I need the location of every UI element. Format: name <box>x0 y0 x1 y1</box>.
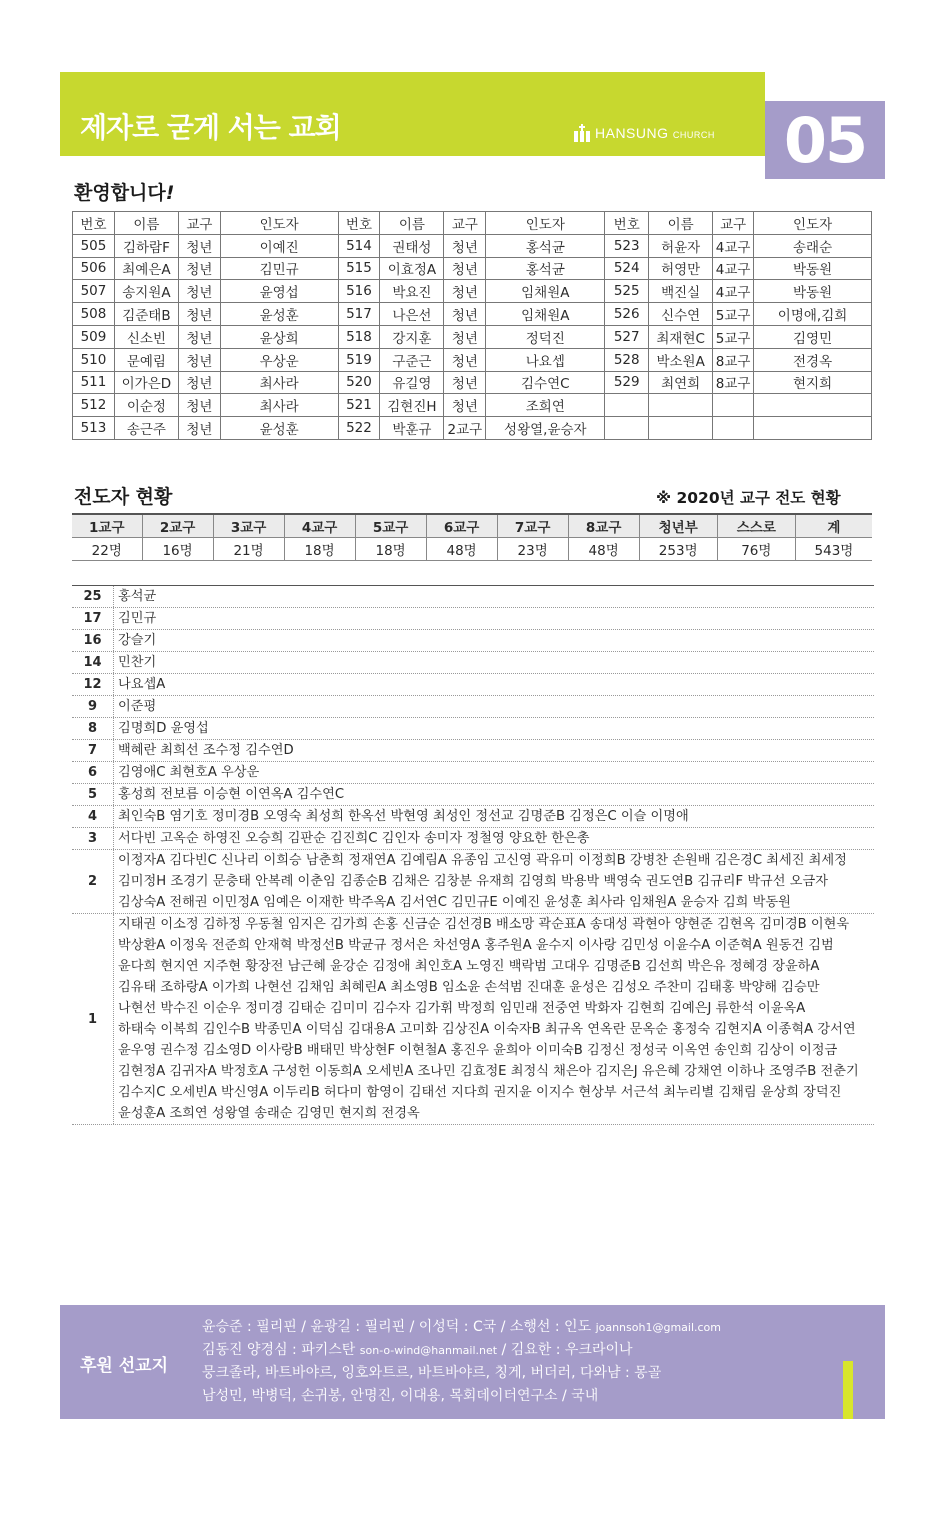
welcome-cell: 윤영섭 <box>220 280 338 303</box>
welcome-cell: 송근주 <box>114 417 178 440</box>
welcome-cell: 현지희 <box>754 371 872 394</box>
count-row <box>72 914 874 1125</box>
page-title: 제자로 굳게 서는 교회 <box>80 111 341 144</box>
count-names: 서다빈 고옥순 하영진 오승희 김판순 김진희C 김인자 송미자 정철영 양요한 한은총 <box>118 831 590 846</box>
welcome-column-header: 이름 <box>380 212 444 235</box>
welcome-cell: 김민규 <box>220 257 338 280</box>
count-number: 6 <box>72 762 114 783</box>
welcome-column-header: 인도자 <box>220 212 338 235</box>
welcome-cell: 5교구 <box>713 325 754 348</box>
welcome-column-header: 인도자 <box>754 212 872 235</box>
welcome-cell: 청년 <box>444 257 486 280</box>
welcome-cell: 박훈규 <box>380 417 444 440</box>
welcome-cell: 511 <box>73 371 115 394</box>
evangelism-header-cell: 4교구 <box>284 514 355 537</box>
welcome-row <box>73 417 872 440</box>
welcome-cell: 524 <box>605 257 649 280</box>
welcome-title: 환영합니다! <box>74 182 175 204</box>
welcome-cell: 4교구 <box>713 234 754 257</box>
welcome-cell: 506 <box>73 257 115 280</box>
count-number: 1 <box>72 914 114 1124</box>
welcome-cell: 청년 <box>444 348 486 371</box>
welcome-cell: 문예림 <box>114 348 178 371</box>
evangelism-table <box>72 513 872 561</box>
count-names: 나요셉A <box>118 677 166 692</box>
welcome-cell: 521 <box>338 394 380 417</box>
count-number: 3 <box>72 828 114 849</box>
accent-bar <box>843 1361 853 1419</box>
welcome-table <box>72 211 872 440</box>
welcome-cell: 최연희 <box>649 371 713 394</box>
welcome-cell <box>713 394 754 417</box>
welcome-cell: 청년 <box>178 325 220 348</box>
welcome-cell: 512 <box>73 394 115 417</box>
missionary-email-1[interactable]: joannsoh1@gmail.com <box>595 1321 722 1334</box>
count-number: 17 <box>72 608 114 629</box>
count-number: 9 <box>72 696 114 717</box>
evangelism-subtitle: ※ 2020년 교구 전도 현황 <box>656 489 841 507</box>
welcome-cell: 청년 <box>178 303 220 326</box>
welcome-cell: 박동원 <box>754 257 872 280</box>
welcome-header-row <box>73 212 872 235</box>
welcome-cell: 청년 <box>444 303 486 326</box>
count-row <box>72 630 874 652</box>
welcome-cell: 516 <box>338 280 380 303</box>
welcome-cell: 517 <box>338 303 380 326</box>
evangelism-value-row <box>72 537 872 560</box>
count-number: 16 <box>72 630 114 651</box>
welcome-column-header: 교구 <box>444 212 486 235</box>
count-number: 25 <box>72 586 114 607</box>
welcome-cell: 507 <box>73 280 115 303</box>
page-number: 05 <box>783 103 867 177</box>
church-brand <box>574 124 715 142</box>
welcome-cell: 청년 <box>178 280 220 303</box>
missionary-line-2: 김동진 양경심 : 파키스탄 son-o-wind@hanmail.net / 김요한 : 우크라이나 <box>202 1342 633 1358</box>
welcome-cell: 청년 <box>444 280 486 303</box>
welcome-cell: 강지훈 <box>380 325 444 348</box>
evangelism-value-cell: 21명 <box>213 537 284 560</box>
welcome-cell: 박동원 <box>754 280 872 303</box>
evangelism-value-cell: 76명 <box>717 537 795 560</box>
count-number: 5 <box>72 784 114 805</box>
evangelism-header-cell: 2교구 <box>142 514 213 537</box>
welcome-cell: 527 <box>605 325 649 348</box>
count-names: 이준평 <box>118 699 157 714</box>
count-names: 홍성희 전보름 이승현 이연옥A 김수연C <box>118 787 345 802</box>
count-row <box>72 850 874 914</box>
welcome-row <box>73 280 872 303</box>
welcome-cell: 홍석균 <box>486 257 605 280</box>
welcome-cell: 김수연C <box>486 371 605 394</box>
welcome-cell: 나은선 <box>380 303 444 326</box>
evangelism-value-cell: 48명 <box>568 537 639 560</box>
evangelism-header-cell: 3교구 <box>213 514 284 537</box>
evangelism-header-cell: 8교구 <box>568 514 639 537</box>
count-number: 4 <box>72 806 114 827</box>
missionary-label: 후원 선교지 <box>80 1356 169 1376</box>
welcome-cell: 515 <box>338 257 380 280</box>
welcome-cell: 김현진H <box>380 394 444 417</box>
welcome-cell: 윤성훈 <box>220 417 338 440</box>
welcome-cell: 8교구 <box>713 348 754 371</box>
welcome-column-header: 번호 <box>73 212 115 235</box>
welcome-cell <box>605 394 649 417</box>
welcome-cell: 8교구 <box>713 371 754 394</box>
count-number: 2 <box>72 850 114 913</box>
welcome-row <box>73 371 872 394</box>
missionary-line-1: 윤승준 : 필리핀 / 윤광길 : 필리핀 / 이성덕 : C국 / 소행선 : 인도 joannsoh1@gmail.com <box>202 1319 722 1335</box>
welcome-cell: 청년 <box>178 394 220 417</box>
evangelism-header-cell: 계 <box>795 514 872 537</box>
count-row <box>72 586 874 608</box>
welcome-column-header: 번호 <box>338 212 380 235</box>
welcome-cell: 유길영 <box>380 371 444 394</box>
welcome-row <box>73 325 872 348</box>
welcome-row <box>73 303 872 326</box>
evangelism-value-cell: 543명 <box>795 537 872 560</box>
welcome-cell: 정덕진 <box>486 325 605 348</box>
welcome-cell: 홍석균 <box>486 234 605 257</box>
count-row <box>72 674 874 696</box>
evangelism-value-cell: 48명 <box>426 537 497 560</box>
missionary-line-4: 남성민, 박병덕, 손귀봉, 안명진, 이대용, 목회데이터연구소 / 국내 <box>202 1388 599 1404</box>
count-number: 7 <box>72 740 114 761</box>
welcome-column-header: 교구 <box>713 212 754 235</box>
count-row <box>72 784 874 806</box>
evangelism-value-cell: 18명 <box>284 537 355 560</box>
evangelism-header-cell: 청년부 <box>639 514 717 537</box>
welcome-cell: 전경옥 <box>754 348 872 371</box>
welcome-cell: 이효정A <box>380 257 444 280</box>
welcome-cell: 박소원A <box>649 348 713 371</box>
welcome-cell: 4교구 <box>713 280 754 303</box>
count-row <box>72 608 874 630</box>
welcome-cell: 이명애,김희 <box>754 303 872 326</box>
welcome-cell: 구준근 <box>380 348 444 371</box>
welcome-cell <box>649 394 713 417</box>
welcome-cell: 나요셉 <box>486 348 605 371</box>
welcome-cell: 4교구 <box>713 257 754 280</box>
welcome-cell: 백진실 <box>649 280 713 303</box>
welcome-cell: 허영만 <box>649 257 713 280</box>
welcome-cell: 권태성 <box>380 234 444 257</box>
evangelism-value-cell: 22명 <box>72 537 142 560</box>
welcome-cell: 509 <box>73 325 115 348</box>
welcome-cell: 508 <box>73 303 115 326</box>
welcome-cell: 520 <box>338 371 380 394</box>
welcome-cell <box>649 417 713 440</box>
evangelism-value-cell: 16명 <box>142 537 213 560</box>
welcome-cell: 510 <box>73 348 115 371</box>
welcome-cell: 윤상희 <box>220 325 338 348</box>
welcome-cell: 청년 <box>178 417 220 440</box>
evangelism-header-cell: 스스로 <box>717 514 795 537</box>
welcome-cell <box>754 394 872 417</box>
welcome-cell: 우상운 <box>220 348 338 371</box>
welcome-cell: 528 <box>605 348 649 371</box>
welcome-cell: 513 <box>73 417 115 440</box>
count-number: 12 <box>72 674 114 695</box>
welcome-cell: 519 <box>338 348 380 371</box>
missionary-email-2[interactable]: son-o-wind@hanmail.net <box>359 1344 498 1357</box>
evangelism-header-row <box>72 514 872 537</box>
church-cross-icon <box>574 124 590 142</box>
welcome-cell: 523 <box>605 234 649 257</box>
welcome-cell <box>605 417 649 440</box>
welcome-cell: 529 <box>605 371 649 394</box>
welcome-cell: 522 <box>338 417 380 440</box>
church-name: HANSUNG CHURCH <box>595 125 715 141</box>
welcome-cell: 윤성훈 <box>220 303 338 326</box>
welcome-cell: 청년 <box>444 371 486 394</box>
welcome-cell: 2교구 <box>444 417 486 440</box>
welcome-cell <box>754 417 872 440</box>
count-names: 김영애C 최현호A 우상운 <box>118 765 260 780</box>
count-row <box>72 762 874 784</box>
welcome-cell: 청년 <box>178 371 220 394</box>
welcome-row <box>73 348 872 371</box>
count-number: 8 <box>72 718 114 739</box>
welcome-cell: 청년 <box>178 257 220 280</box>
welcome-cell: 임채원A <box>486 303 605 326</box>
welcome-cell: 525 <box>605 280 649 303</box>
welcome-cell: 최사라 <box>220 394 338 417</box>
welcome-cell: 송래순 <box>754 234 872 257</box>
welcome-cell: 526 <box>605 303 649 326</box>
welcome-cell: 신소빈 <box>114 325 178 348</box>
welcome-row <box>73 394 872 417</box>
welcome-column-header: 이름 <box>649 212 713 235</box>
welcome-cell: 청년 <box>444 325 486 348</box>
welcome-column-header: 교구 <box>178 212 220 235</box>
count-row <box>72 806 874 828</box>
welcome-cell: 최재현C <box>649 325 713 348</box>
welcome-cell: 신수연 <box>649 303 713 326</box>
welcome-cell: 박요진 <box>380 280 444 303</box>
welcome-cell: 518 <box>338 325 380 348</box>
welcome-cell: 최예은A <box>114 257 178 280</box>
evangelism-value-cell: 23명 <box>497 537 568 560</box>
welcome-cell: 김준태B <box>114 303 178 326</box>
welcome-cell: 송지원A <box>114 280 178 303</box>
missionary-list <box>202 1316 721 1408</box>
welcome-cell: 514 <box>338 234 380 257</box>
welcome-cell: 5교구 <box>713 303 754 326</box>
evangelism-header-cell: 6교구 <box>426 514 497 537</box>
welcome-cell: 505 <box>73 234 115 257</box>
welcome-cell: 김영민 <box>754 325 872 348</box>
evangelism-title: 전도자 현황 <box>74 486 173 508</box>
evangelist-count-list <box>72 585 874 1125</box>
welcome-cell: 임채원A <box>486 280 605 303</box>
count-names: 민찬기 <box>118 655 157 670</box>
welcome-cell: 청년 <box>444 234 486 257</box>
count-names: 김명희D 윤영섭 <box>118 721 209 736</box>
count-number: 14 <box>72 652 114 673</box>
welcome-row <box>73 257 872 280</box>
count-names: 지태권 이소정 김하정 우동철 임지은 김가희 손홍 신금순 김선경B 배소망 곽순표A 송대성 곽현아 양현준 김현옥 김미경B 이현욱 박상환A 이정욱 전준희 안재혁 박정선B 박균규 정서은 차선영A 홍주원A 윤수지 이사랑 김민성 이윤수A 이준혁A 원동건 김범 윤다희 현지연 지주현 황장전 남근혜 윤강순 김정애 최인호A 노영진 백락범 고대우 김명준B 김선희 박은유 정혜경 장윤하A 김유태 조하랑A 이가희 나현선 김채임 최혜린A 최소영B 임소윤 손석범 진대훈 윤성은 김성오 주찬미 김태홍 박양해 김승만 나현선 박수진 이순우 정미경 김태순 김미미 김수자 김가휘 박정희 임민래 전중연 박화자 김현희 김예은J 류한석 이윤옥A 하태숙 이복희 김인수B 박종민A 이덕심 김대용A 고미화 김상진A 이숙자B 최규옥 연옥란 문옥순 홍정숙 김현지A 이종혁A 강서연 윤우영 권수정 김소영D 이사랑B 배태민 박상현F 이현철A 홍진우 윤희아 이미숙B 김정신 정성국 이옥연 송인희 김상이 이정금 김현정A 김귀자A 박정호A 구성헌 이동희A 오세빈A 조나민 김효정E 최정식 채은아 김지은J 유은혜 강채연 이하나 조영주B 전춘기 김수지C 오세빈A 박신영A 이두리B 허다미 함영이 김태선 지다희 권지윤 이지수 현상부 서근석 최누리별 김채림 윤상희 장덕진 윤성훈A 조희연 성왕열 송래순 김영민 현지희 전경옥 <box>118 917 859 1121</box>
count-names: 강슬기 <box>118 633 157 648</box>
evangelism-header-cell: 5교구 <box>355 514 426 537</box>
welcome-column-header: 인도자 <box>486 212 605 235</box>
count-row <box>72 652 874 674</box>
welcome-cell: 허윤자 <box>649 234 713 257</box>
welcome-cell <box>713 417 754 440</box>
count-names: 홍석균 <box>118 589 157 604</box>
count-names: 백혜란 최희선 조수정 김수연D <box>118 743 294 758</box>
welcome-row <box>73 234 872 257</box>
evangelism-value-cell: 18명 <box>355 537 426 560</box>
welcome-cell: 최사라 <box>220 371 338 394</box>
evangelism-header-cell: 1교구 <box>72 514 142 537</box>
welcome-cell: 조희연 <box>486 394 605 417</box>
count-row <box>72 828 874 850</box>
evangelism-header-cell: 7교구 <box>497 514 568 537</box>
welcome-column-header: 이름 <box>114 212 178 235</box>
missionary-line-3: 뭉크졸라, 바트바야르, 잉호와트르, 바트바야르, 칭게, 버더러, 다와냠 : 몽골 <box>202 1365 662 1381</box>
welcome-cell: 청년 <box>178 348 220 371</box>
welcome-column-header: 번호 <box>605 212 649 235</box>
welcome-cell: 청년 <box>444 394 486 417</box>
count-names: 최인숙B 염기호 정미경B 오영숙 최성희 한옥선 박현영 최성인 정선교 김명준B 김정은C 이슬 이명애 <box>118 809 689 824</box>
welcome-cell: 성왕열,윤승자 <box>486 417 605 440</box>
welcome-cell: 이순정 <box>114 394 178 417</box>
welcome-cell: 이예진 <box>220 234 338 257</box>
welcome-cell: 이가은D <box>114 371 178 394</box>
welcome-cell: 김하람F <box>114 234 178 257</box>
count-row <box>72 696 874 718</box>
evangelism-value-cell: 253명 <box>639 537 717 560</box>
count-row <box>72 718 874 740</box>
count-names: 이정자A 김다빈C 신나리 이희승 남춘희 정재연A 김예림A 유종임 고신영 곽유미 이정희B 강병찬 손원배 김은경C 최세진 최세정 김미정H 조경기 문충태 안복례 이춘임 김종순B 김채은 김창분 유재희 김영희 박용박 백영숙 권도연B 김규리F 박규선 오금자 김상숙A 전해권 이민정A 임예은 이재한 박주옥A 김서연C 김민규E 이예진 윤성훈 최사라 임채원A 윤승자 김희 박동원 <box>118 853 847 910</box>
count-row <box>72 740 874 762</box>
count-names: 김민규 <box>118 611 157 626</box>
welcome-cell: 청년 <box>178 234 220 257</box>
